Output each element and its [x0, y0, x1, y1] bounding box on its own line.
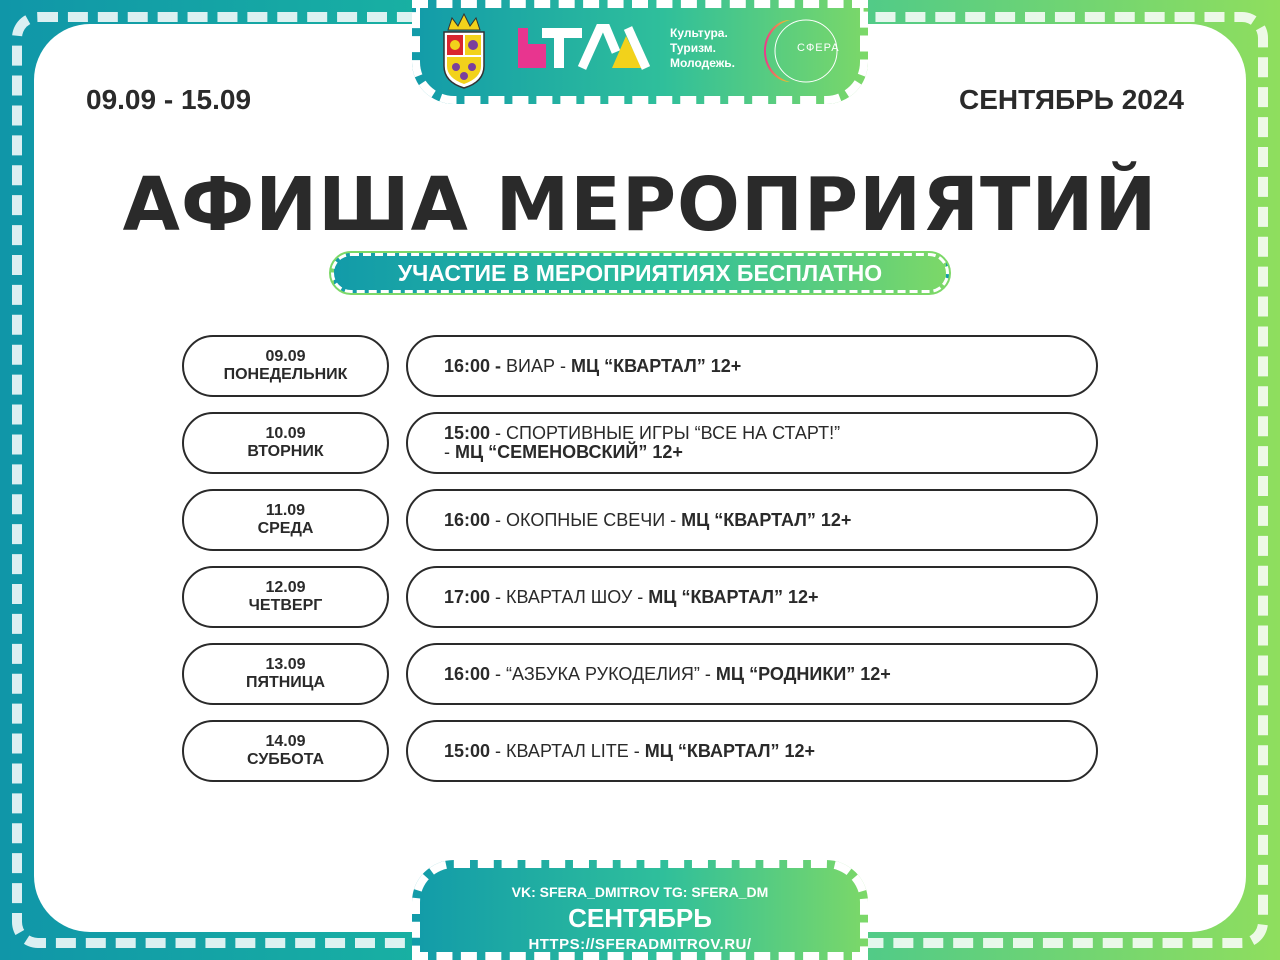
- event-pill: [406, 489, 1098, 551]
- event-pill: [406, 566, 1098, 628]
- event-pill: [406, 720, 1098, 782]
- day-date: 12.09: [265, 579, 306, 596]
- day-pill: [182, 643, 389, 705]
- schedule-row: [182, 566, 1098, 628]
- event-name: - СПОРТИВНЫЕ ИГРЫ “ВСЕ НА СТАРТ!”: [490, 423, 841, 443]
- slogan-line: Культура.: [670, 26, 728, 40]
- slogan-line: Молодежь.: [670, 56, 736, 70]
- event-venue: МЦ “КВАРТАЛ” 12+: [644, 740, 816, 761]
- schedule-row: [182, 489, 1098, 551]
- ktm-logo-icon: [516, 24, 666, 72]
- day-name: ПОНЕДЕЛЬНИК: [223, 366, 348, 383]
- event-venue: МЦ “СЕМЕНОВСКИЙ” 12+: [455, 442, 683, 462]
- event-pill: [406, 335, 1098, 397]
- event-venue: МЦ “РОДНИКИ” 12+: [715, 663, 891, 684]
- event-venue: МЦ “КВАРТАЛ” 12+: [681, 509, 852, 530]
- day-pill: [182, 566, 389, 628]
- dmitrov-crest-icon: [438, 10, 490, 90]
- schedule-row: [182, 412, 1098, 474]
- day-date: 11.09: [265, 502, 306, 519]
- event-name: ВИАР -: [501, 355, 571, 376]
- week-date-range: 09.09 - 15.09: [86, 84, 252, 115]
- event-pill: [406, 412, 1098, 474]
- day-pill: [182, 720, 389, 782]
- event-time: 16:00: [444, 663, 491, 684]
- footer-month: СЕНТЯБРЬ: [568, 903, 712, 933]
- event-name: - КВАРТАЛ LITE -: [490, 740, 645, 761]
- month-year: СЕНТЯБРЬ 2024: [959, 84, 1184, 115]
- event-time: 16:00: [444, 509, 491, 530]
- event-time: 17:00: [444, 586, 491, 607]
- brand-slogan: [670, 26, 770, 71]
- day-name: ВТОРНИК: [247, 443, 324, 460]
- day-date: 14.09: [265, 733, 306, 750]
- slogan-line: Туризм.: [670, 41, 716, 55]
- event-time: 16:00 -: [444, 355, 502, 376]
- schedule-list: [182, 335, 1098, 797]
- day-name: СРЕДА: [257, 520, 314, 537]
- event-line2-prefix: -: [444, 442, 455, 462]
- event-name: - КВАРТАЛ ШОУ -: [490, 586, 649, 607]
- day-pill: [182, 335, 389, 397]
- website-link[interactable]: HTTPS://SFERADMITROV.RU/: [528, 936, 752, 953]
- event-venue: МЦ “КВАРТАЛ” 12+: [648, 586, 819, 607]
- social-handles: VK: SFERA_DMITROV TG: SFERA_DM: [511, 884, 769, 900]
- day-date: 10.09: [265, 425, 306, 442]
- day-pill: [182, 412, 389, 474]
- day-date: 13.09: [265, 656, 306, 673]
- event-pill: [406, 643, 1098, 705]
- event-venue: МЦ “КВАРТАЛ” 12+: [571, 355, 742, 376]
- day-name: СУББОТА: [246, 751, 325, 768]
- event-name: - ОКОПНЫЕ СВЕЧИ -: [490, 509, 682, 530]
- sfera-logo-text: СФЕРА: [797, 42, 840, 54]
- day-name: ПЯТНИЦА: [245, 674, 326, 691]
- schedule-row: [182, 335, 1098, 397]
- page-title: АФИША МЕРОПРИЯТИЙ: [122, 162, 1158, 248]
- free-participation-badge: УЧАСТИЕ В МЕРОПРИЯТИЯХ БЕСПЛАТНО: [330, 252, 950, 294]
- event-time: 15:00: [444, 423, 491, 443]
- schedule-row: [182, 720, 1098, 782]
- event-name: - “АЗБУКА РУКОДЕЛИЯ” -: [490, 663, 716, 684]
- event-time: 15:00: [444, 740, 491, 761]
- day-name: ЧЕТВЕРГ: [248, 597, 323, 614]
- schedule-row: [182, 643, 1098, 705]
- day-date: 09.09: [265, 348, 306, 365]
- day-pill: [182, 489, 389, 551]
